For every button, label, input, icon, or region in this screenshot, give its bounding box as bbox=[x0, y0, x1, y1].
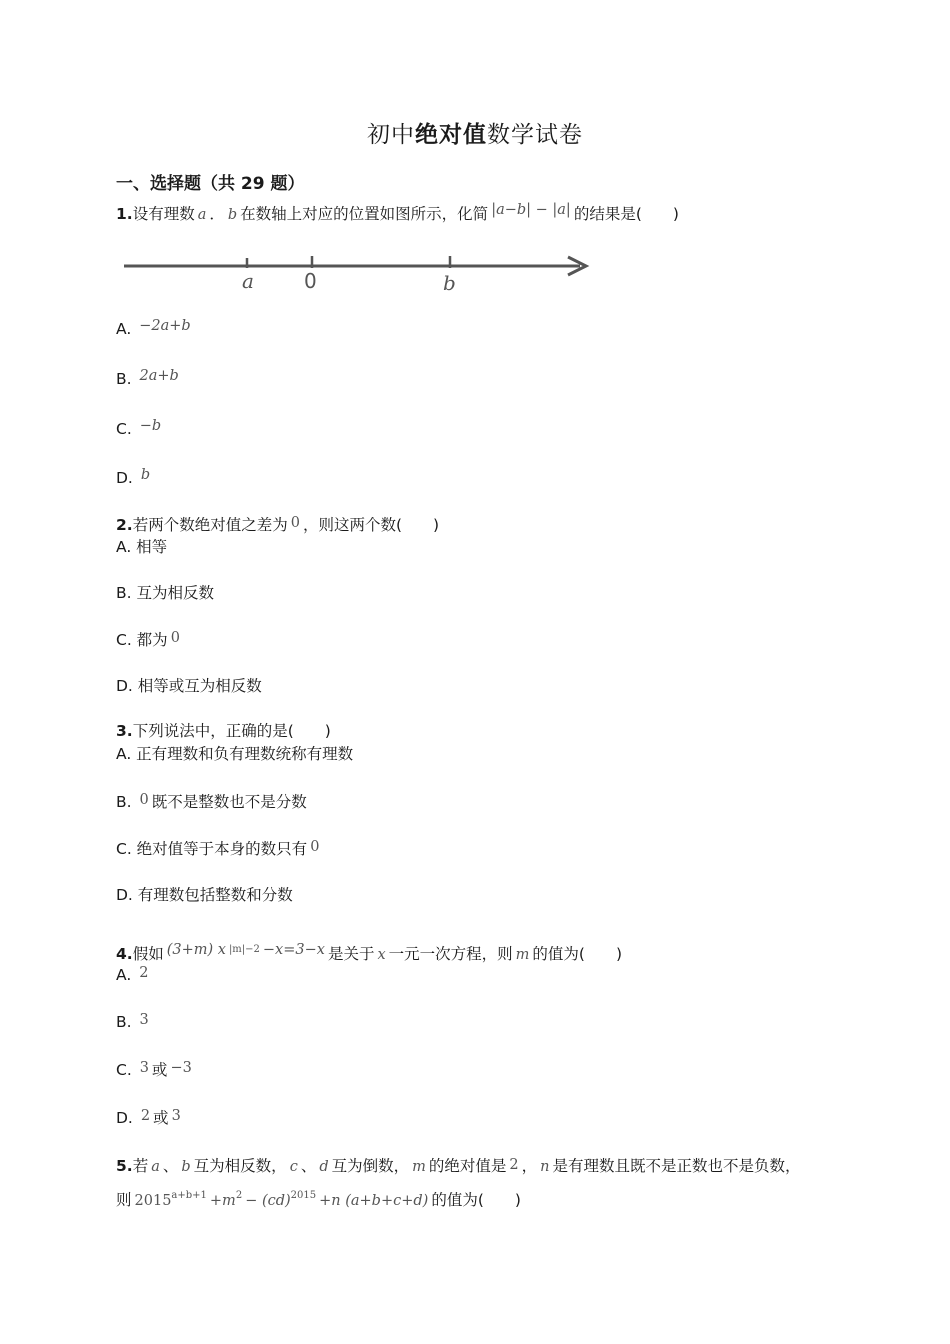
axis-label-b: b bbox=[443, 271, 456, 295]
page-title: 初中绝对值数学试卷 bbox=[367, 122, 583, 148]
question-3: 3.下列说法中，正确的是( ) bbox=[116, 722, 331, 740]
section-heading: 一、选择题（共 29 题） bbox=[116, 174, 305, 194]
q2-option-d: D. 相等或互为相反数 bbox=[116, 677, 262, 695]
axis-label-a: a bbox=[242, 269, 254, 293]
q4-option-c: C. 3 或 −3 bbox=[116, 1060, 192, 1079]
q4-option-a: A. 2 bbox=[116, 965, 149, 984]
q1-option-a: A. −2a+b bbox=[116, 318, 191, 338]
q4-option-b: B. 3 bbox=[116, 1012, 149, 1031]
question-1: 1.设有理数 a ． b 在数轴上对应的位置如图所示，化简 |a−b| − |a| 的结果是( ) bbox=[116, 202, 679, 223]
q4-option-d: D. 2 或 3 bbox=[116, 1108, 181, 1127]
q3-option-c: C. 绝对值等于本身的数只有 0 bbox=[116, 839, 320, 858]
axis-label-0: 0 bbox=[304, 269, 317, 293]
question-4: 4.假如 (3+m) x $^{|m|-2}$ −x=3−x 是关于 x 一元一次方程，则 m 的值为( ) bbox=[116, 942, 623, 963]
q3-option-b: B. 0 既不是整数也不是分数 bbox=[116, 792, 307, 811]
question-2: 2.若两个数绝对值之差为 0 ，则这两个数( ) bbox=[116, 515, 440, 534]
q2-option-a: A. 相等 bbox=[116, 538, 168, 556]
q1-option-b: B. 2a+b bbox=[116, 368, 179, 388]
number-line-figure bbox=[120, 250, 595, 300]
question-5-line-1: 5.若 a 、 b 互为相反数， c 、 d 互为倒数， m 的绝对值是 2 ， n 是有理数且既不是正数也不是负数， bbox=[116, 1157, 801, 1175]
q2-option-c: C. 都为 0 bbox=[116, 630, 180, 649]
question-5-line-2: 则 $2015^{a+b+1} +m^2 - (cd)^{2015} +n$ (a+b+c+d) 的值为( ) bbox=[116, 1190, 521, 1209]
q1-option-c: C. −b bbox=[116, 418, 162, 438]
q3-option-d: D. 有理数包括整数和分数 bbox=[116, 886, 293, 904]
q2-option-b: B. 互为相反数 bbox=[116, 584, 214, 602]
q3-option-a: A. 正有理数和负有理数统称有理数 bbox=[116, 745, 354, 763]
q1-option-d: D. b bbox=[116, 467, 151, 487]
